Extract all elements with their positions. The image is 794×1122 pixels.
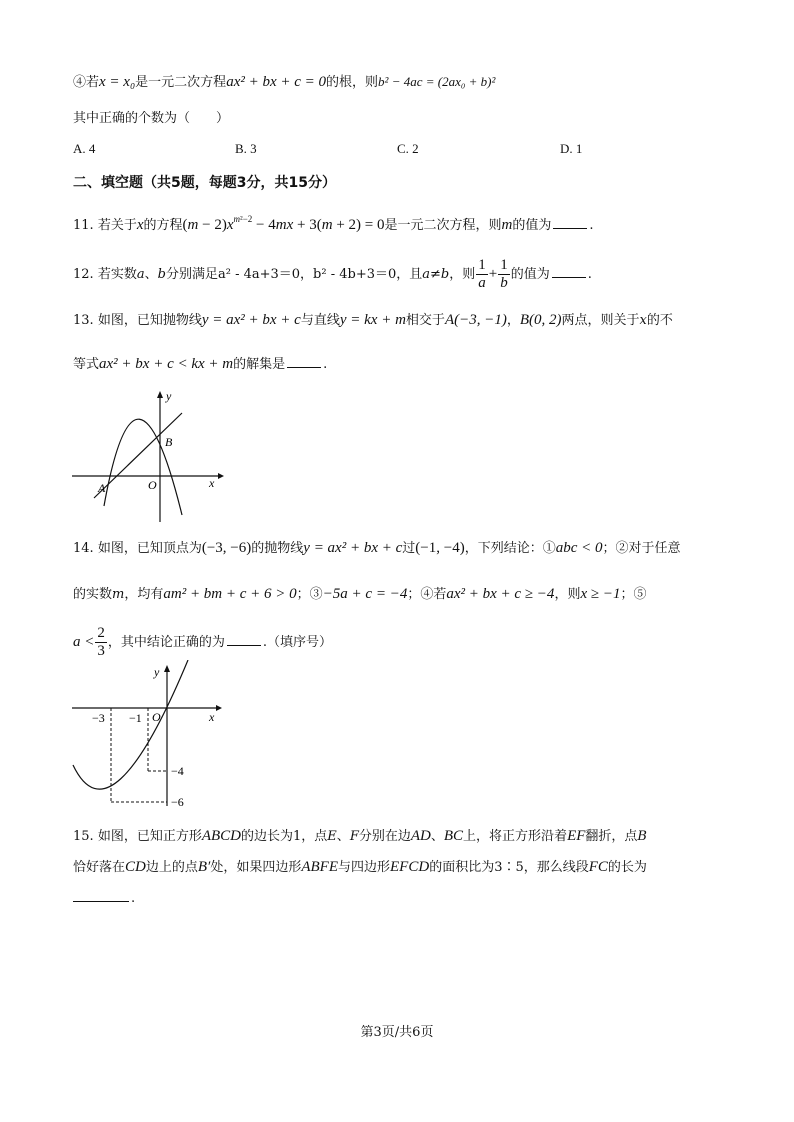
q14-blank[interactable] [227, 633, 261, 646]
q15-end: . [131, 891, 136, 906]
q14-x-arrow [216, 705, 222, 711]
q15-q2: EFCD [390, 859, 430, 875]
q12-num: 12. [73, 267, 94, 282]
q13-end: . [323, 357, 328, 372]
q13-inequality: ax² + bx + c < kx + m [99, 356, 234, 372]
q12-a: a [136, 267, 145, 282]
q10-choice-c: C. 2 [397, 141, 419, 156]
q14-line2a: 的实数 [73, 587, 113, 602]
q11-text2: 的方程 [143, 218, 183, 233]
q12-end: . [587, 267, 592, 282]
q12-text5: 的值为 [510, 267, 550, 282]
q14-text5: ；②对于任意 [602, 541, 681, 556]
q10-choice-d: D. 1 [560, 141, 583, 156]
q14-y-arrow [164, 665, 170, 672]
q14-text2: 的抛物线 [251, 541, 304, 556]
q15-line1c: 分别在边 [358, 829, 411, 844]
q15-bc: BC [443, 828, 464, 844]
q14-text4: ，下列结论：① [464, 541, 556, 556]
q15-cd: CD [125, 859, 146, 875]
q15-num: 15. [73, 829, 94, 844]
q15-line1d: 上，将正方形沿着 [463, 829, 568, 844]
q12-frac-b: $\frac{1}{b}$ [500, 257, 508, 291]
q14-fig-y: y [154, 665, 160, 679]
q10-item4-text1: 是一元二次方程 [135, 75, 227, 90]
q15-line2f: 的长为 [607, 860, 647, 875]
q13-y-arrow [157, 391, 163, 398]
q13-comma: ， [506, 313, 520, 328]
q14-fig-m4: −4 [171, 764, 184, 778]
q15-ad: AD [410, 828, 431, 844]
q10-item4-text2: 的根，则 [326, 75, 379, 90]
q14-line2e: ，则 [554, 587, 581, 602]
q11-var-m: m [501, 217, 513, 233]
q13-text4: 两点，则关于 [561, 313, 640, 328]
q12-text4: ，则 [449, 267, 476, 282]
q12-text1: 若实数 [97, 267, 137, 282]
q14-line2c: ；③ [296, 587, 323, 602]
q14-fig-x: x [209, 710, 215, 724]
q13-text1: 如图，已知抛物线 [97, 313, 202, 328]
q13-line2a: 等式 [73, 357, 100, 372]
q12-blank[interactable] [552, 265, 586, 278]
q15-line2b: 边上的点 [145, 860, 198, 875]
page-footer: 第3页/共6页 [360, 1025, 434, 1040]
q10-choice-b: B. 3 [235, 141, 257, 156]
q13-parabola-curve [104, 419, 182, 515]
q13-fig-a: A [98, 481, 106, 495]
q13-fig-b: B [165, 435, 173, 449]
q15-line1e: 翻折，点 [585, 829, 638, 844]
q11 [73, 209, 594, 236]
q13-parabola: y = ax² + bx + c [201, 312, 301, 328]
q14-c4b: x ≥ −1 [580, 586, 621, 602]
q15-ef: EF [567, 828, 586, 844]
q12: 12. 若实数a、b分别满足a² - 4a+3＝0，b² - 4b+3＝0，且a≠b，则 $\frac{1}{a}$ + $\frac{1}{b}$ 的值为 . [73, 257, 592, 291]
q11-num: 11. [73, 218, 94, 233]
q15-fc: FC [588, 859, 608, 875]
q15-bprime: B′ [197, 859, 211, 875]
q10-choice-a: A. 4 [73, 141, 96, 156]
q13-num: 13. [73, 313, 94, 328]
q12-eq1: a² - 4a+3＝0， [217, 267, 314, 282]
q12-text3: 且 [409, 267, 423, 282]
q13-var-x: x [639, 313, 647, 328]
q13-fig-x: x [209, 476, 215, 490]
q15-sep: 、 [336, 829, 350, 844]
q14-line2 [73, 584, 646, 605]
q15-b: B [637, 829, 647, 844]
q12-text2: 分别满足 [165, 267, 218, 282]
q10-item4-line [73, 72, 495, 93]
q11-end: . [589, 218, 594, 233]
q14-fig-m6: −6 [171, 795, 184, 809]
q14-vertex: (−3, −6) [201, 540, 252, 556]
q15-line3 [73, 889, 135, 909]
q14-line3 [73, 624, 332, 661]
q15-q1: ABFE [301, 859, 338, 875]
q12-b: b [157, 267, 166, 282]
q14-c5: a < [73, 634, 95, 650]
q14-c5-frac: $\frac{2}{3}$ [97, 625, 105, 659]
q14-line2b: ，均有 [124, 587, 164, 602]
q12-eq2: b² - 4b+3＝0， [313, 267, 410, 282]
q14-c4: ax² + bx + c ≥ −4 [446, 586, 555, 602]
q14-var-m: m [112, 587, 125, 602]
q14-text3: 过 [402, 541, 416, 556]
q15-f: F [349, 829, 359, 844]
q14-text1: 如图，已知顶点为 [97, 541, 202, 556]
q15-blank[interactable] [73, 889, 129, 902]
q14-c3: −5a + c = −4 [322, 586, 408, 602]
q14-line1 [73, 538, 681, 559]
q14-parabola: y = ax² + bx + c [303, 540, 403, 556]
q14-num: 14. [73, 541, 94, 556]
q15-line2a: 恰好落在 [73, 860, 126, 875]
q13-line1 [73, 310, 673, 331]
q14-line2d: ；④若 [407, 587, 447, 602]
q15-line2e: 的面积比为3∶5，那么线段 [429, 860, 589, 875]
q13-point-b: B(0, 2) [519, 312, 562, 328]
q14-point: (−1, −4) [415, 540, 465, 556]
q11-var-x: x [136, 217, 144, 233]
q12-sep: 、 [144, 267, 158, 282]
q13-line2 [73, 354, 327, 375]
q14-fig-o: O [152, 710, 161, 724]
section2-heading: 二、填空题（共5题，每题3分，共15分） [73, 175, 336, 191]
q14-figure [66, 660, 226, 812]
q10-item4-marker: ④若 [73, 75, 100, 90]
q12-neq: a≠b [422, 267, 450, 282]
q13-text5: 的不 [646, 313, 673, 328]
q15-sq: ABCD [201, 828, 242, 844]
q14-fig-m1: −1 [129, 711, 142, 725]
q15-line1: 15. 如图，已知正方形ABCD的边长为1，点E、F分别在边AD、BC上，将正方形沿着EF翻折，点B [73, 828, 647, 844]
q14-c1: abc < 0 [555, 540, 603, 556]
q11-text3: 是一元二次方程，则 [384, 218, 502, 233]
q15-e: E [327, 829, 337, 844]
q13-figure [66, 388, 226, 528]
q15-line2d: 与四边形 [338, 860, 391, 875]
q14-line3: ，其中结论正确的为 [107, 635, 225, 650]
q12-frac-a: $\frac{1}{a}$ [478, 257, 486, 291]
q13-line: y = kx + m [339, 312, 406, 328]
q13-fig-y: y [166, 389, 172, 403]
q11-text1: 若关于 [97, 218, 137, 233]
q10-prompt: 其中正确的个数为（ ） [73, 111, 230, 126]
q13-x-arrow [218, 473, 224, 479]
q13-text2: 与直线 [300, 313, 340, 328]
q14-line3b: .（填序号） [262, 635, 333, 650]
q10-item4-eq: ax² + bx + c = 0 [226, 74, 327, 90]
q15-line2c: 处，如果四边形 [210, 860, 302, 875]
q10-item4-conclusion: b² − 4ac = (2ax₀ + b)² [378, 74, 496, 89]
q11-text4: 的值为 [512, 218, 552, 233]
q13-line2b: 的解集是 [233, 357, 286, 372]
q15-line2 [73, 857, 647, 878]
q11-equation: $(m - 2)x^{m^2-2} - 4mx + 3(m + 2) = 0$ [182, 214, 385, 233]
q15-line1b: 的边长为1，点 [241, 829, 328, 844]
q13-point-a: A(−3, −1) [444, 312, 507, 328]
q10-item4-eq-x0: x = x₀ [99, 74, 136, 90]
q14-c2: am² + bm + c + 6 > 0 [163, 586, 297, 602]
q11-blank[interactable] [553, 216, 587, 229]
q13-line-curve [94, 413, 182, 498]
q14-fig-m3: −3 [92, 711, 105, 725]
q13-fig-o: O [148, 478, 157, 492]
q13-blank[interactable] [287, 355, 321, 368]
q13-text3: 相交于 [405, 313, 445, 328]
q15-line1: 如图，已知正方形 [97, 829, 202, 844]
q14-line2f: ；⑤ [620, 587, 647, 602]
